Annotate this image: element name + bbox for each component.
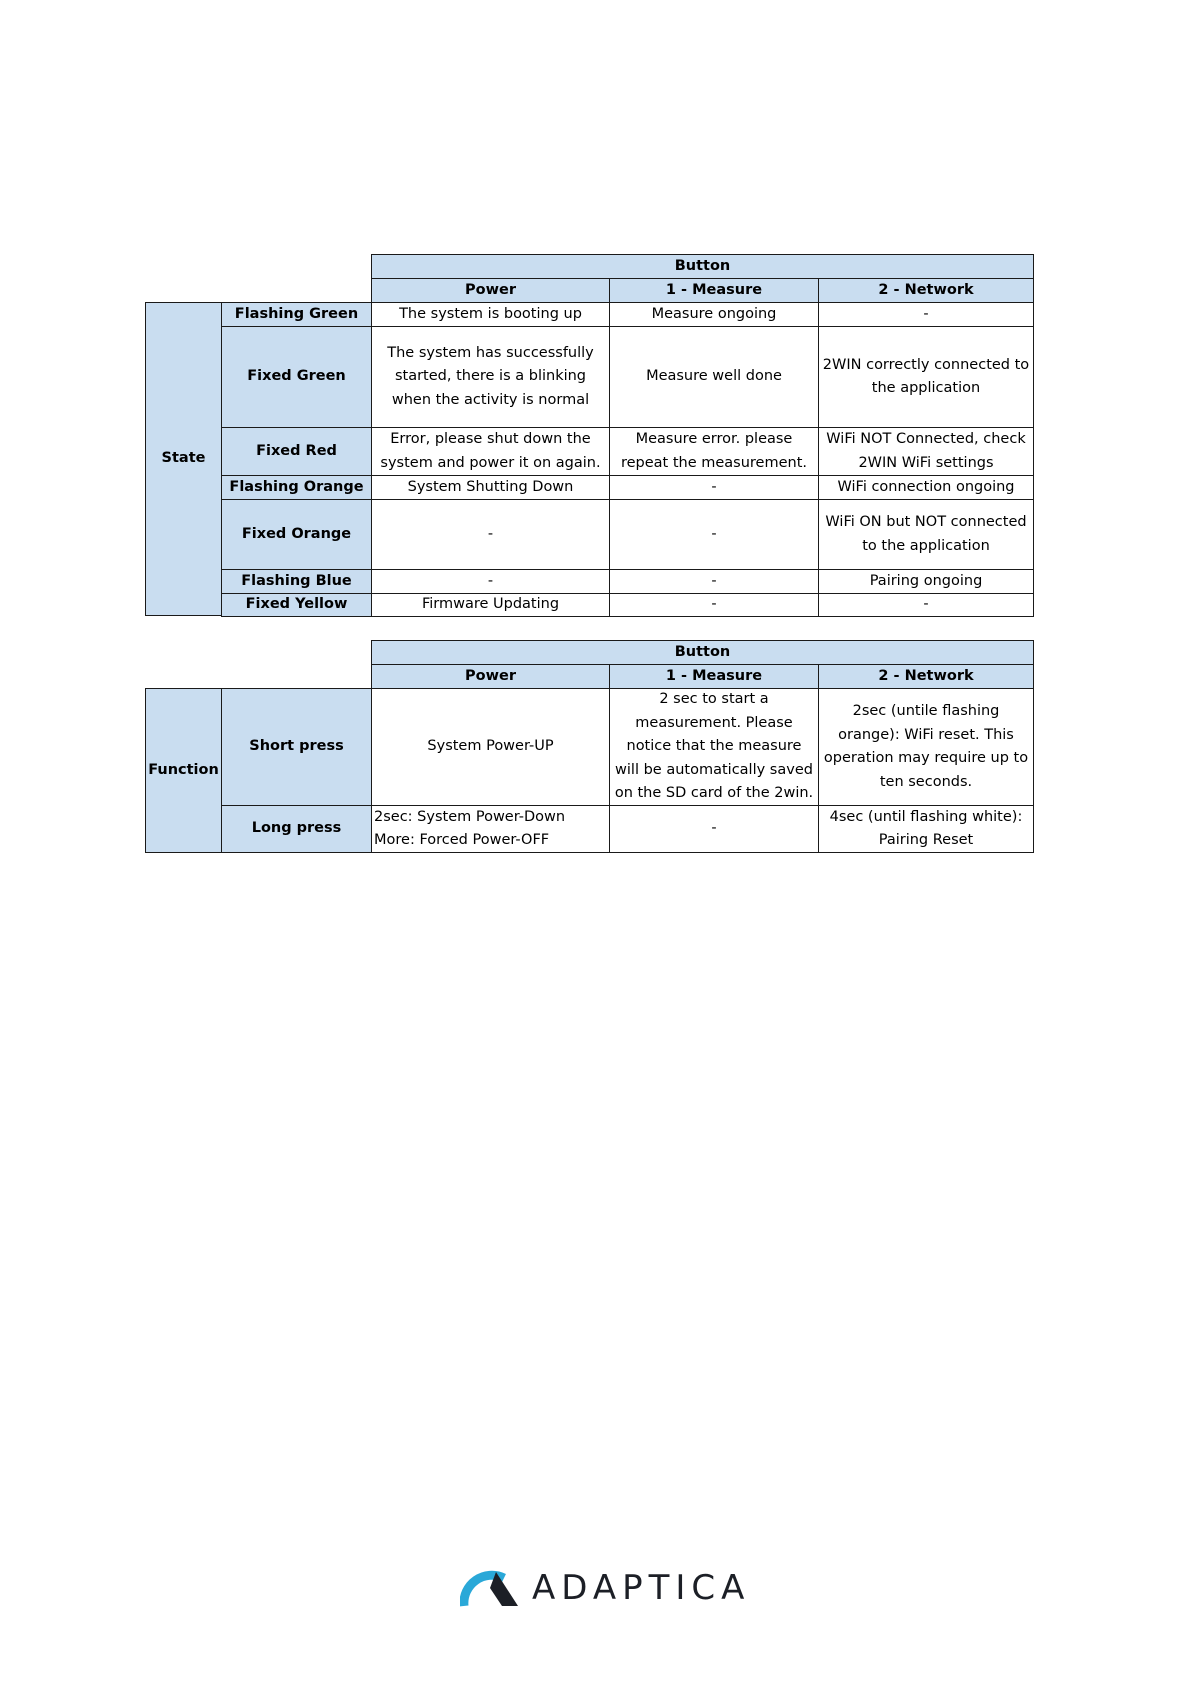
row-label: Fixed Red bbox=[221, 427, 372, 476]
row-label: Flashing Orange bbox=[221, 475, 372, 500]
table-cell: Firmware Updating bbox=[371, 593, 610, 617]
state-side-label: State bbox=[145, 302, 222, 616]
function-side-label: Function bbox=[145, 688, 222, 853]
table-cell: - bbox=[609, 569, 819, 594]
adaptica-logo bbox=[460, 1568, 750, 1608]
table-cell: 2 sec to start a measurement. Please notice that the measure will be automatically saved on the SD card of the 2win. bbox=[609, 688, 819, 806]
column-header-network: 2 - Network bbox=[818, 278, 1034, 303]
row-label: Short press bbox=[221, 688, 372, 806]
table-cell: Measure ongoing bbox=[609, 302, 819, 327]
table-cell: 2WIN correctly connected to the application bbox=[818, 326, 1034, 428]
row-label: Flashing Blue bbox=[221, 569, 372, 594]
table-cell: WiFi connection ongoing bbox=[818, 475, 1034, 500]
column-header-measure: 1 - Measure bbox=[609, 278, 819, 303]
button-header: Button bbox=[371, 254, 1034, 279]
row-label: Fixed Yellow bbox=[221, 593, 372, 617]
column-header-measure: 1 - Measure bbox=[609, 664, 819, 689]
table-cell: - bbox=[818, 593, 1034, 617]
table-cell: - bbox=[371, 499, 610, 570]
row-label: Flashing Green bbox=[221, 302, 372, 327]
column-header-network: 2 - Network bbox=[818, 664, 1034, 689]
table-cell: - bbox=[609, 593, 819, 617]
table-cell: System Power-UP bbox=[371, 688, 610, 806]
table-cell: Measure error. please repeat the measurement. bbox=[609, 427, 819, 476]
table-cell: - bbox=[818, 302, 1034, 327]
table-cell: - bbox=[609, 475, 819, 500]
table-cell: The system has successfully started, there is a blinking when the activity is normal bbox=[371, 326, 610, 428]
logo-text: ADAPTICA bbox=[532, 1568, 751, 1608]
table-cell: 4sec (until flashing white): Pairing Reset bbox=[818, 805, 1034, 853]
table-cell: 2sec: System Power-Down More: Forced Power-OFF bbox=[371, 805, 610, 853]
button-header: Button bbox=[371, 640, 1034, 665]
table-cell: - bbox=[371, 569, 610, 594]
table-cell: Measure well done bbox=[609, 326, 819, 428]
table-cell: System Shutting Down bbox=[371, 475, 610, 500]
column-header-power: Power bbox=[371, 278, 610, 303]
table-cell: WiFi NOT Connected, check 2WIN WiFi settings bbox=[818, 427, 1034, 476]
row-label: Long press bbox=[221, 805, 372, 853]
table-cell: - bbox=[609, 805, 819, 853]
row-label: Fixed Green bbox=[221, 326, 372, 428]
table-cell: - bbox=[609, 499, 819, 570]
table-cell: Pairing ongoing bbox=[818, 569, 1034, 594]
table-cell: WiFi ON but NOT connected to the application bbox=[818, 499, 1034, 570]
table-cell: The system is booting up bbox=[371, 302, 610, 327]
table-cell: 2sec (untile flashing orange): WiFi reset. This operation may require up to ten seconds. bbox=[818, 688, 1034, 806]
column-header-power: Power bbox=[371, 664, 610, 689]
adaptica-logo-mark-icon bbox=[460, 1568, 524, 1608]
table-cell: Error, please shut down the system and power it on again. bbox=[371, 427, 610, 476]
row-label: Fixed Orange bbox=[221, 499, 372, 570]
